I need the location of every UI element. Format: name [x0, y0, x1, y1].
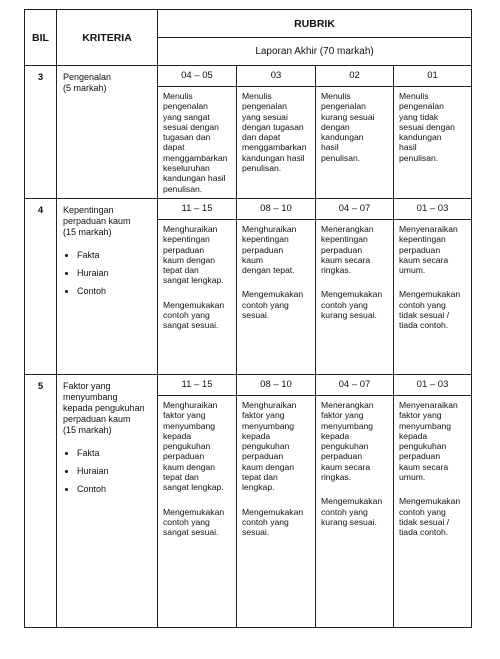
score-range: 01 – 03 — [394, 375, 471, 396]
band-description: Menghuraikan faktor yang menyumbang kepada pengukuhan perpaduan kaum dengan tepat dan lengkap. — [242, 399, 297, 493]
band-description: Menyenaraikan faktor yang menyumbang kepada pengukuhan perpaduan kaum secara umum. — [399, 399, 458, 483]
header-rubrik: RUBRIK — [158, 10, 472, 38]
header-kriteria: KRITERIA — [57, 10, 158, 66]
rubric-band-cell — [394, 66, 472, 199]
band-description: Menyenaraikan kepentingan perpaduan kaum secara umum. — [399, 223, 458, 276]
rubric-band-cell — [158, 66, 237, 199]
score-range: 11 – 15 — [158, 375, 236, 396]
row-number: 3 — [25, 66, 57, 199]
criteria-cell — [57, 374, 158, 627]
criteria-label: Faktor yang menyumbang kepada pengukuhan perpaduan kaum (15 markah) — [63, 380, 145, 435]
score-range: 04 – 07 — [316, 199, 393, 220]
score-range: 04 – 05 — [158, 66, 236, 87]
table-row — [25, 198, 472, 374]
criteria-bullets — [63, 250, 153, 297]
band-description: Menerangkan kepentingan perpaduan kaum secara ringkas. — [321, 223, 374, 276]
score-range: 03 — [237, 66, 315, 87]
rubric-band-cell — [316, 198, 394, 374]
criteria-bullet-item: • Huraian — [77, 466, 153, 477]
header-bil: BIL — [25, 10, 57, 66]
band-description: Menulis pengenalan yang sangat sesuai dengan tugasan dan dapat menggambarkan keseluruhan kandungan hasil penulisan. — [163, 91, 228, 194]
table-row — [25, 374, 472, 627]
row-number: 5 — [25, 374, 57, 627]
band-example-note: Mengemukakan contoh yang kurang sesuai. — [321, 289, 383, 321]
criteria-cell — [57, 66, 158, 199]
score-range: 04 – 07 — [316, 375, 393, 396]
score-range: 08 – 10 — [237, 375, 315, 396]
score-range: 01 — [394, 66, 471, 87]
rubric-band-cell — [158, 374, 237, 627]
criteria-bullet-item: • Contoh — [77, 484, 153, 495]
band-example-note: Mengemukakan contoh yang sangat sesuai. — [163, 299, 225, 331]
rubric-band-cell — [237, 374, 316, 627]
score-range: 08 – 10 — [237, 199, 315, 220]
rubric-band-cell — [394, 374, 472, 627]
criteria-bullet-item: • Fakta — [77, 250, 153, 261]
header-laporan: Laporan Akhir (70 markah) — [158, 38, 472, 66]
band-example-note: Mengemukakan contoh yang kurang sesuai. — [321, 496, 383, 527]
criteria-bullet-item: • Huraian — [77, 268, 153, 279]
table-row — [25, 66, 472, 199]
band-example-note: Mengemukakan contoh yang tidak sesuai / tiada contoh. — [399, 496, 461, 538]
band-description: Menghuraikan faktor yang menyumbang kepada pengukuhan perpaduan kaum dengan tepat dan sangat lengkap. — [163, 399, 224, 493]
band-description: Menghuraikan kepentingan perpaduan kaum dengan tepat. — [242, 223, 297, 276]
criteria-label: Pengenalan (5 markah) — [63, 72, 112, 93]
rubric-band-cell — [237, 66, 316, 199]
rubric-band-cell — [158, 198, 237, 374]
band-description: Menerangkan faktor yang menyumbang kepada pengukuhan perpaduan kaum secara ringkas. — [321, 399, 374, 483]
rubric-table — [24, 9, 472, 628]
band-example-note: Mengemukakan contoh yang sangat sesuai. — [163, 506, 225, 538]
band-example-note: Mengemukakan contoh yang tidak sesuai / tiada contoh. — [399, 289, 461, 331]
rubric-band-cell — [237, 198, 316, 374]
criteria-label: Kepentingan perpaduan kaum (15 markah) — [63, 204, 131, 237]
band-description: Menulis pengenalan yang tidak sesuai dengan kandungan hasil penulisan. — [399, 91, 455, 163]
criteria-cell — [57, 198, 158, 374]
row-number: 4 — [25, 198, 57, 374]
band-description: Menulis pengenalan kurang sesuai dengan kandungan hasil penulisan. — [321, 91, 375, 163]
score-range: 02 — [316, 66, 393, 87]
rubric-band-cell — [316, 374, 394, 627]
criteria-bullet-item: • Contoh — [77, 286, 153, 297]
rubric-band-cell — [394, 198, 472, 374]
band-example-note: Mengemukakan contoh yang sesuai. — [242, 506, 304, 538]
score-range: 11 – 15 — [158, 199, 236, 220]
score-range: 01 – 03 — [394, 199, 471, 220]
band-example-note: Mengemukakan contoh yang sesuai. — [242, 289, 304, 321]
rubric-band-cell — [316, 66, 394, 199]
criteria-bullets — [63, 448, 153, 495]
criteria-bullet-item: • Fakta — [77, 448, 153, 459]
band-description: Menulis pengenalan yang sesuai dengan tugasan dan dapat menggambarkan kandungan hasil penulisan. — [242, 91, 307, 174]
band-description: Menghuraikan kepentingan perpaduan kaum dengan tepat dan sangat lengkap. — [163, 223, 224, 286]
rubric-body — [25, 66, 472, 628]
